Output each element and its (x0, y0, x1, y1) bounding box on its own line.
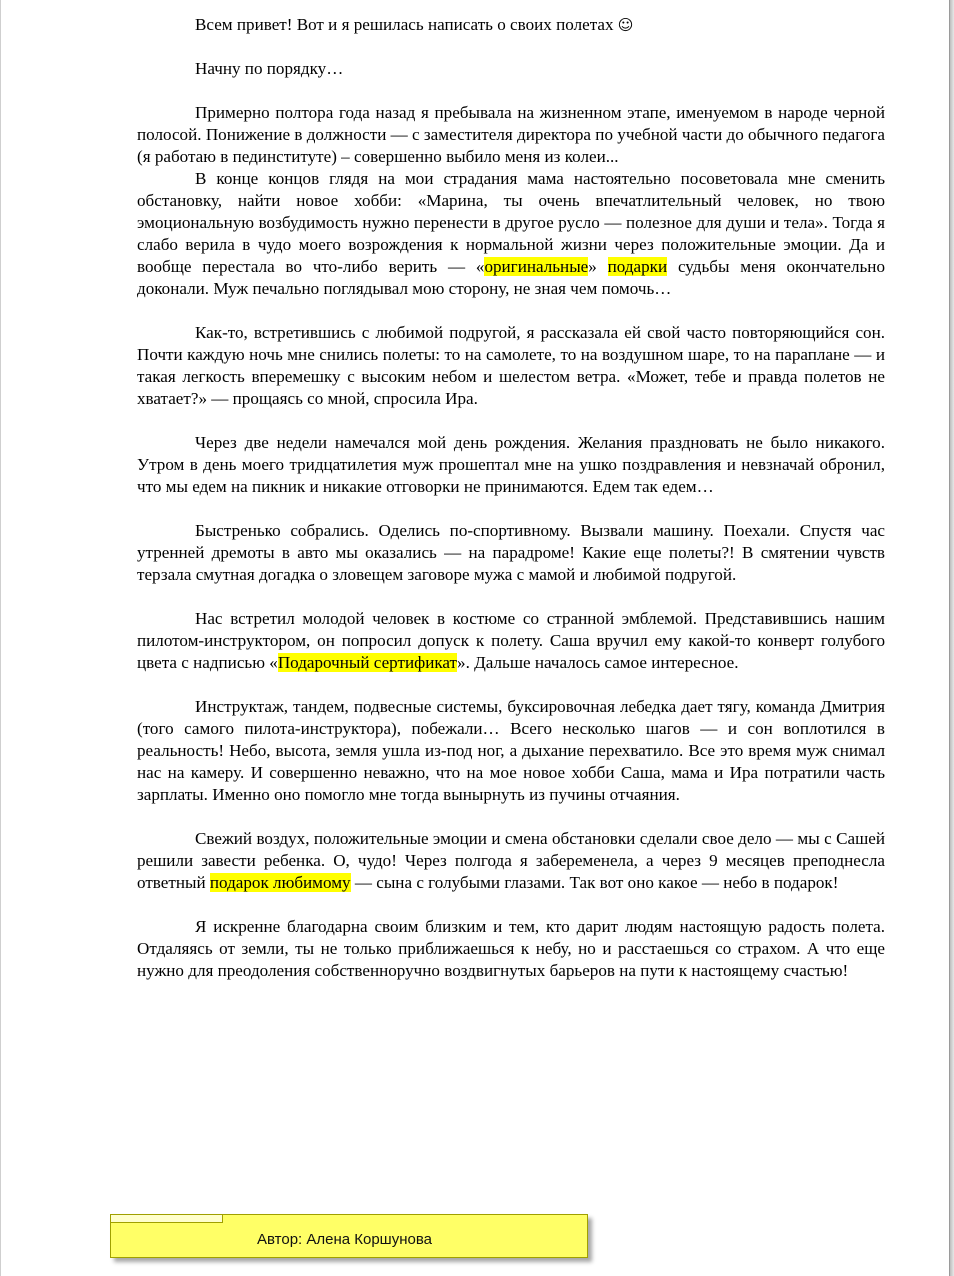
highlight-original: оригинальные (484, 257, 589, 276)
paragraph-6-text-a: Нас встретил молодой человек в костюме со странной эмблемой. Представившись нашим пилотом-инструктором, он попросил допуск к полету. Саша вручил ему какой-то конверт голубого цвета с надписью « (137, 609, 885, 672)
author-label: Автор: Алена Коршунова (257, 1231, 432, 1248)
paragraph-4: Через две недели намечался мой день рождения. Желания праздновать не было никакого. Утром в день моего тридцатилетия муж прошептал мне на ушко поздравления и невзначай обронил, что мы едем на пикник и никакие отговорки не принимаются. Едем так едем… (137, 433, 885, 496)
document-body (137, 14, 885, 982)
paragraph-3: Как-то, встретившись с любимой подругой, я рассказала ей свой часто повторяющийся сон. Почти каждую ночь мне снились полеты: то на самолете, то на воздушном шаре, то на параплане — и такая легкость вперемешку с высоким небом и шелестом ветра. «Может, тебе и правда полетов не хватает?» — прощаясь со мной, спросила Ира. (137, 323, 885, 408)
paragraph-5: Быстренько собрались. Оделись по-спортивному. Вызвали машину. Поехали. Спустя час утренней дремоты в авто мы оказались — на парадроме! Какие еще полеты?! В смятении чувств терзала смутная догадка о зловещем заговоре мужа с мамой и любимой подругой. (137, 521, 885, 584)
paragraph-2-text-b: » (588, 257, 608, 276)
greeting-paragraph (137, 14, 885, 36)
smiley-icon: ☺ (617, 16, 634, 34)
note-fold-tab (111, 1215, 223, 1223)
greeting-text: Всем привет! Вот и я решилась написать о своих полетах (195, 15, 614, 34)
paragraph-6-text-b: ». Дальше началось самое интересное. (457, 653, 739, 672)
highlight-gift-beloved: подарок любимому (209, 873, 351, 892)
paragraph-8-text-a: Свежий воздух, положительные эмоции и смена обстановки сделали свое дело — мы с Сашей решили завести ребенка. О, чудо! Через полгода я забеременела, а через 9 месяцев преподнесла ответный (137, 829, 885, 892)
highlight-gift-certificate: Подарочный сертификат (277, 653, 458, 672)
paragraph-9: Я искренне благодарна своим близким и тем, кто дарит людям настоящую радость полета. Отдаляясь от земли, ты не только приближаешься к небу, но и расстаешься со страхом. А что еще нужно для преодоления собственноручно воздвигнутых барьеров на пути к настоящему счастью! (137, 917, 885, 980)
paragraph-2-text-c: судьбы меня окончательно доконали. Муж печально поглядывал мою сторону, не зная чем помочь… (137, 257, 885, 298)
paragraph-2 (137, 168, 885, 300)
page-edge-shadow (950, 0, 954, 1276)
highlight-gifts: подарки (607, 257, 668, 276)
intro-paragraph: Начну по порядку… (195, 59, 344, 78)
paragraph-2-text-a: В конце концов глядя на мои страдания мама настоятельно посоветовала мне сменить обстановку, найти новое хобби: «Марина, ты очень впечатлительный человек, но твою эмоциональную возбудимость нужно перенести в другое русло — полезное для души и тела». Тогда я слабо верила в чудо моего возрождения к нормальной жизни через положительные эмоции. Да и вообще перестала во что-либо верить — « (137, 169, 885, 276)
paragraph-6 (137, 608, 885, 674)
author-note-box (110, 1214, 588, 1258)
paragraph-8-text-b: — сына с голубыми глазами. Так вот оно какое — небо в подарок! (350, 873, 839, 892)
paragraph-7: Инструктаж, тандем, подвесные системы, буксировочная лебедка дает тягу, команда Дмитрия (того самого пилота-инструктора), побежали… Всего несколько шагов — и сон воплотился в реальность! Небо, высота, земля ушла из-под ног, а дыхание перехватило. Все это время муж снимал нас на камеру. И совершенно неважно, что на мое новое хобби Саша, мама и Ира потратили часть зарплаты. Именно оно помогло мне тогда вынырнуть из пучины отчаяния. (137, 697, 885, 804)
paragraph-8 (137, 828, 885, 894)
paragraph-1: Примерно полтора года назад я пребывала на жизненном этапе, именуемом в народе черной полосой. Понижение в должности — с заместителя директора по учебной части до обычного педагога (я работаю в пединституте) – совершенно выбило меня из колеи... (137, 103, 885, 166)
author-note (110, 1214, 588, 1258)
